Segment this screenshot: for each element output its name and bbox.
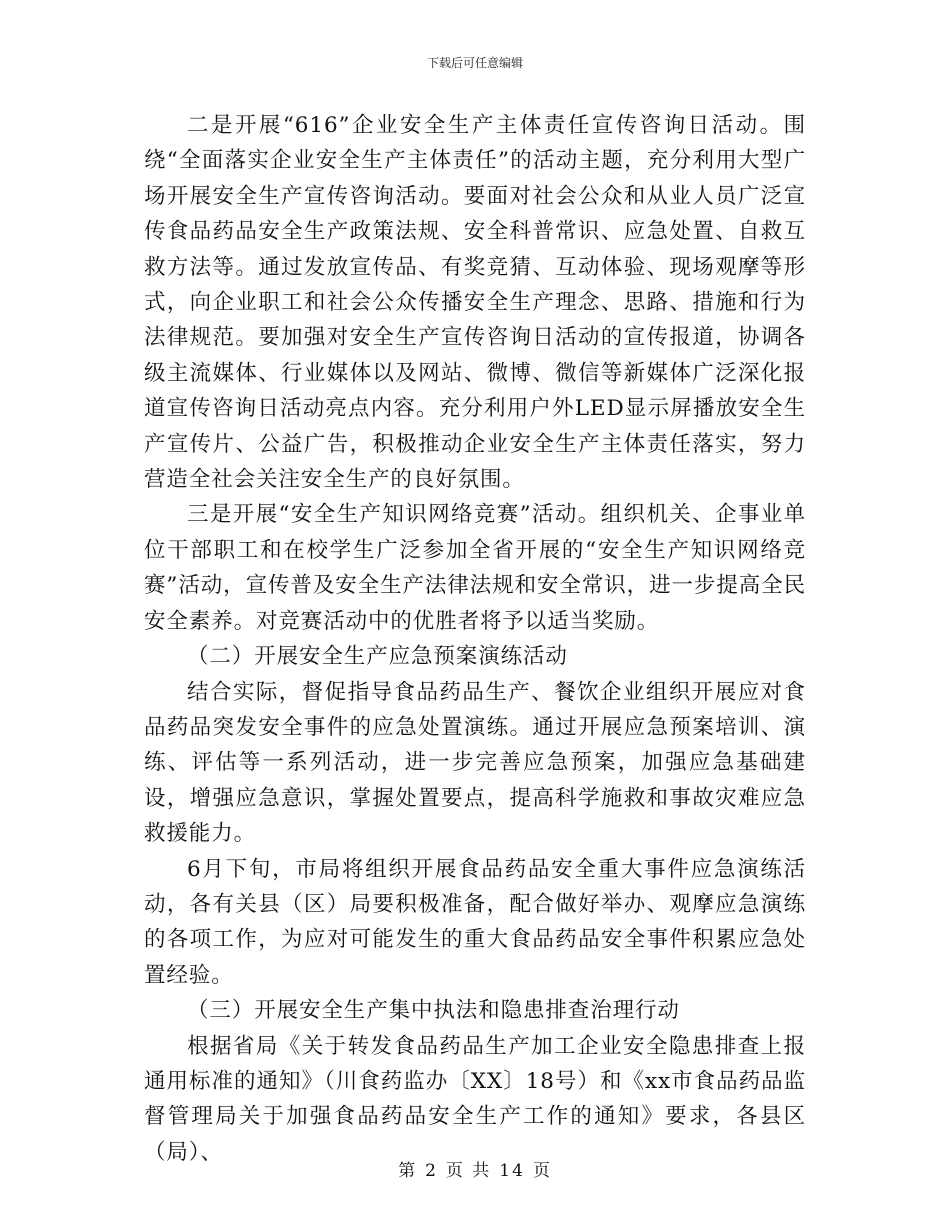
footer-total-pages: 14 (499, 1161, 525, 1181)
paragraph-june-drill: 6月下旬，市局将组织开展食品药品安全重大事件应急演练活动，各有关县（区）局要积极准备，配合做好举办、观摩应急演练的各项工作，为应对可能发生的重大食品药品安全事件积累应急处置经验。 (144, 856, 806, 988)
document-body (144, 108, 806, 1170)
page-footer (0, 1156, 950, 1181)
section-heading-emergency-drill: （二）开展安全生产应急预案演练活动 (187, 644, 568, 670)
footer-current-page: 2 (425, 1161, 438, 1181)
paragraph-network-contest: 三是开展“安全生产知识网络竞赛”活动。组织机关、企事业单位干部职工和在校学生广泛参加全省开展的“安全生产知识网络竞赛”活动，宣传普及安全生产法律法规和安全常识，进一步提高全民安全素养。对竞赛活动中的优胜者将予以适当奖励。 (144, 502, 806, 634)
footer-prefix: 第 (398, 1161, 418, 1181)
paragraph-emergency-drill: 结合实际，督促指导食品药品生产、餐饮企业组织开展应对食品药品突发安全事件的应急处置演练。通过开展应急预案培训、演练、评估等一系列活动，进一步完善应急预案，加强应急基础建设，增强应急意识，掌握处置要点，提高科学施救和事故灾难应急救援能力。 (144, 679, 806, 847)
header-note: 下载后可任意编辑 (426, 56, 523, 70)
paragraph-enforcement: 根据省局《关于转发食品药品生产加工企业安全隐患排查上报通用标准的通知》（川食药监办〔XX〕18号）和《xx市食品药品监督管理局关于加强食品药品安全生产工作的通知》要求，各县区（局）、 (144, 1033, 806, 1165)
footer-middle: 页 共 (445, 1161, 492, 1181)
footer-suffix: 页 (532, 1161, 552, 1181)
section-heading-enforcement: （三）开展安全生产集中执法和隐患排查治理行动 (187, 998, 680, 1024)
paragraph-616-activity: 二是开展“616”企业安全生产主体责任宣传咨询日活动。围绕“全面落实企业安全生产主体责任”的活动主题，充分利用大型广场开展安全生产宣传咨询活动。要面对社会公众和从业人员广泛宣传食品药品安全生产政策法规、安全科普常识、应急处置、自救互救方法等。通过发放宣传品、有奖竞猜、互动体验、现场观摩等形式，向企业职工和社会公众传播安全生产理念、思路、措施和行为法律规范。要加强对安全生产宣传咨询日活动的宣传报道，协调各级主流媒体、行业媒体以及网站、微博、微信等新媒体广泛深化报道宣传咨询日活动亮点内容。充分利用户外LED显示屏播放安全生产宣传片、公益广告，积极推动企业安全生产主体责任落实，努力营造全社会关注安全生产的良好氛围。 (144, 113, 806, 493)
